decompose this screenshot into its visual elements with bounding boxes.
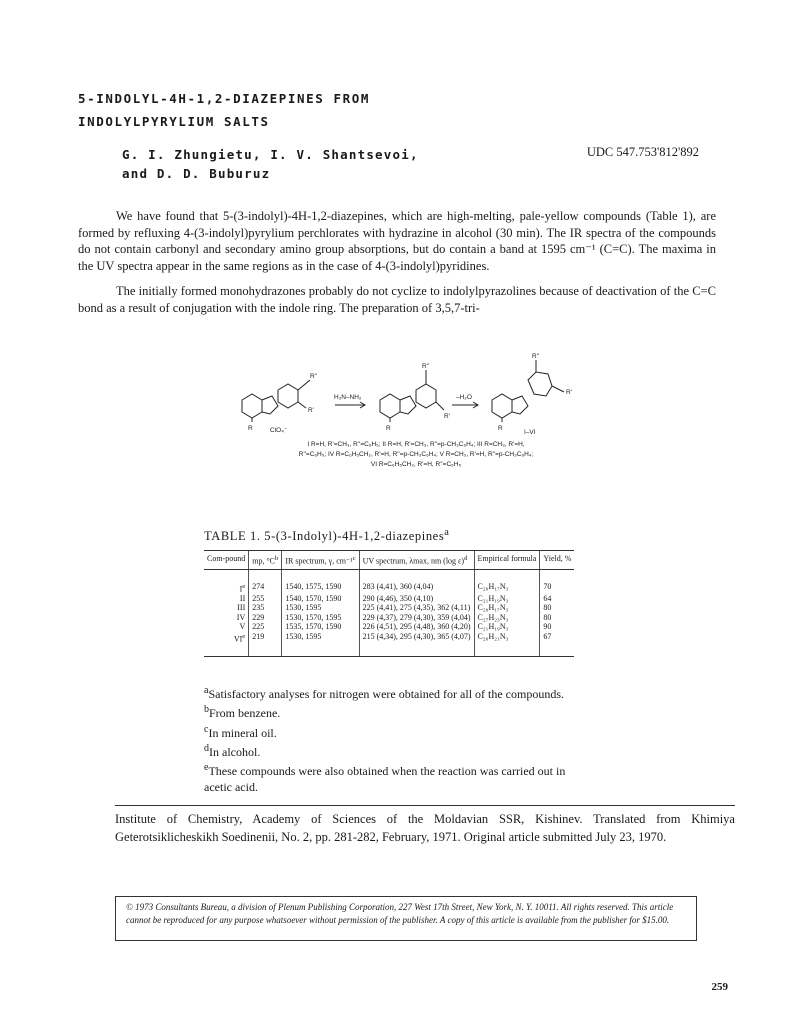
table-title-text: TABLE 1. 5-(3-Indolyl)-4H-1,2-diazepines <box>204 529 445 544</box>
authors-line2: and D. D. Buburuz <box>122 166 271 181</box>
footnote <box>204 702 584 721</box>
paragraph-1: We have found that 5-(3-indolyl)-4H-1,2-diazepines, which are high-melting, pale-yellow compounds (Table 1), are formed by refluxing 4-(3-indolyl)pyrylium perchlorates with hydrazine in alcohol (30 min). The IR spectra of the compounds do not contain carbonyl and secondary amino group absorptions, but do contain a band at 1595 cm⁻¹ (C=C). The maxima in the UV spectra appear in the same regions as in the case of 4-(3-indolyl)pyridines. <box>78 209 716 273</box>
header-text: UV spectrum, λmax, nm (log ε) <box>362 556 465 566</box>
header-text: Empirical formula <box>477 554 537 563</box>
table-title <box>204 527 450 544</box>
cell-uv: 229 (4,37), 279 (4,30), 359 (4,04) <box>359 613 474 623</box>
cell-compound: Ie <box>239 582 246 594</box>
footnote-text: Satisfactory analyses for nitrogen were obtained for all of the compounds. <box>208 687 565 701</box>
cell-uv: 225 (4,41), 275 (4,35), 362 (4,11) <box>359 603 474 613</box>
cell-compound: V <box>239 622 246 632</box>
compound-sup: e <box>242 582 246 590</box>
paragraph-2: The initially formed monohydrazones probably do not cyclize to indolylpyrazolines because of deactivation of the C=C bond as a result of conjugation with the indole ring. The preparation of 3,5,7-tri- <box>78 284 716 315</box>
cell-mp: 255 <box>249 594 282 604</box>
cell-uv: 290 (4,46), 350 (4,10) <box>359 594 474 604</box>
cell-ir: 1530, 1595 <box>282 632 359 657</box>
cell-uv: 283 (4,41), 360 (4,04) <box>359 569 474 594</box>
page-number: 259 <box>711 981 728 993</box>
footnote-mark: b <box>204 704 209 716</box>
footnote <box>204 760 584 796</box>
compound-sup: e <box>242 632 246 640</box>
scheme-R2-right: R'' <box>532 353 540 360</box>
cell-mp: 274 <box>249 569 282 594</box>
scheme-R1-middle: R' <box>444 413 450 420</box>
table-header-cell <box>474 551 540 570</box>
header-text: Com-pound <box>207 554 246 563</box>
scheme-reagent: H₂N–NH₂ <box>334 394 362 401</box>
table-row <box>204 594 574 604</box>
scheme-caption-line1: I R=H, R'=CH₃, R''=C₆H₅; II R=H, R'=CH₃, R''=p-CH₃C₆H₄; III R=CH₃, R'=H, <box>307 441 525 448</box>
cell-formula: C₂₀H₁₇N₃ <box>474 603 540 613</box>
cell-ir: 1540, 1575, 1590 <box>282 569 359 594</box>
cell-yield: 90 <box>540 622 575 632</box>
footnote-text: From benzene. <box>209 706 281 721</box>
table-body <box>204 569 574 656</box>
footnote-text: These compounds were also obtained when the reaction was carried out in acetic acid. <box>204 764 566 795</box>
table-header-cell <box>249 551 282 570</box>
header-sup: c <box>352 555 356 562</box>
cell-formula: C₂₆H₂₁N₃ <box>474 632 540 657</box>
table-header-cell <box>540 551 575 570</box>
article-title-line1: 5-INDOLYL-4H-1,2-DIAZEPINES FROM <box>78 91 371 106</box>
table-header-cell <box>282 551 359 570</box>
scheme-product-label: I–VI <box>524 429 536 436</box>
indole-left <box>242 380 310 418</box>
reaction-scheme <box>230 350 590 440</box>
scheme-caption <box>236 440 596 470</box>
copyright-box: © 1973 Consultants Bureau, a division of Plenum Publishing Corporation, 227 West 17th Street, New York, N. Y. 10011. All rights reserved. This article cannot be reproduced for any purpose whatsoever without permission of the publisher. A copy of this article is available from the publisher for $15.00. <box>115 896 697 941</box>
authors-line1: G. I. Zhungietu, I. V. Shantsevoi, <box>122 147 419 162</box>
table-row <box>204 569 574 594</box>
cell-yield: 67 <box>540 632 575 657</box>
cell-uv: 226 (4,51), 295 (4,48), 360 (4,20) <box>359 622 474 632</box>
table-header-cell <box>359 551 474 570</box>
table-row <box>204 632 574 657</box>
header-text: mp, °C <box>252 556 275 566</box>
header-text: Yield, % <box>543 554 572 563</box>
scheme-R1-left: R' <box>308 407 314 414</box>
table-header-row <box>204 551 574 570</box>
footnote <box>204 741 584 760</box>
scheme-caption-line3: VI R=C₆H₅CH₂, R'=H, R''=C₆H₅ <box>370 461 462 468</box>
cell-ir: 1535, 1570, 1590 <box>282 622 359 632</box>
cell-yield: 80 <box>540 613 575 623</box>
scheme-R-left: R <box>248 425 253 432</box>
cell-formula: C₂₁H₁₉N₃ <box>474 594 540 604</box>
udc-code: UDC 547.753'812'892 <box>586 145 699 159</box>
indole-middle <box>380 370 444 418</box>
cell-formula: C₂₁H₁₉N₃ <box>474 622 540 632</box>
footnote-text: In mineral oil. <box>208 725 277 740</box>
indole-right <box>492 360 564 418</box>
cell-compound: IV <box>236 612 246 622</box>
header-sup: b <box>275 555 279 562</box>
table-row <box>204 603 574 613</box>
scheme-caption-line2: R''=C₆H₅; IV R=C₆H₅CH₂, R'=H, R''=p-CH₃C₆H₄; V R=CH₃, R'=H, R''=p-CH₃C₆H₄; <box>298 451 534 458</box>
cell-yield: 64 <box>540 594 575 604</box>
cell-compound: II <box>239 593 246 603</box>
cell-mp: 219 <box>249 632 282 657</box>
cell-ir: 1530, 1595 <box>282 603 359 613</box>
footnote <box>204 722 584 741</box>
scheme-R-middle: R <box>386 425 391 432</box>
divider <box>115 805 735 806</box>
footnote-text: In alcohol. <box>209 744 261 759</box>
cell-mp: 225 <box>249 622 282 632</box>
cell-yield: 80 <box>540 603 575 613</box>
table-footnotes <box>204 683 584 796</box>
cell-mp: 235 <box>249 603 282 613</box>
cell-mp: 229 <box>249 613 282 623</box>
scheme-R2-middle: R'' <box>422 363 430 370</box>
footnote-mark: d <box>204 742 209 754</box>
table-row <box>204 613 574 623</box>
scheme-R1-right: R' <box>566 389 572 396</box>
table-header-cell <box>204 551 249 570</box>
table-row <box>204 622 574 632</box>
diazepine-table <box>204 550 574 657</box>
article-title-line2: INDOLYLPYRYLIUM SALTS <box>78 114 270 129</box>
cell-ir: 1540, 1570, 1590 <box>282 594 359 604</box>
cell-formula: C₂₇H₂₃N₃ <box>474 613 540 623</box>
cell-compound: III <box>237 603 246 613</box>
scheme-R-right: R <box>498 425 503 432</box>
header-sup: d <box>464 555 468 562</box>
authors <box>122 145 419 183</box>
scheme-R2-left: R'' <box>310 373 318 380</box>
cell-compound: VIe <box>204 632 249 657</box>
cell-yield: 70 <box>540 569 575 594</box>
scheme-perchlorate: ClO₄⁻ <box>270 427 288 434</box>
institute-note: Institute of Chemistry, Academy of Sciences of the Moldavian SSR, Kishinev. Translated from Khimiya Geterotsiklicheskikh Soedinenii, No. 2, pp. 281-282, February, 1971. Original article submitted July 23, 1970. <box>115 812 735 844</box>
body-text <box>78 208 716 316</box>
cell-ir: 1530, 1570, 1595 <box>282 613 359 623</box>
header-text: IR spectrum, γ, cm⁻¹ <box>285 556 353 566</box>
footnote-mark: c <box>204 723 209 735</box>
footnote-mark: e <box>204 762 209 774</box>
table-title-sup: a <box>444 527 450 538</box>
footnote <box>204 683 584 702</box>
cell-uv: 215 (4,34), 295 (4,30), 365 (4,07) <box>359 632 474 657</box>
scheme-water: –H₂O <box>456 394 472 401</box>
footnote-mark: a <box>204 685 209 696</box>
cell-formula: C₂₀H₁₇N₃ <box>474 569 540 594</box>
